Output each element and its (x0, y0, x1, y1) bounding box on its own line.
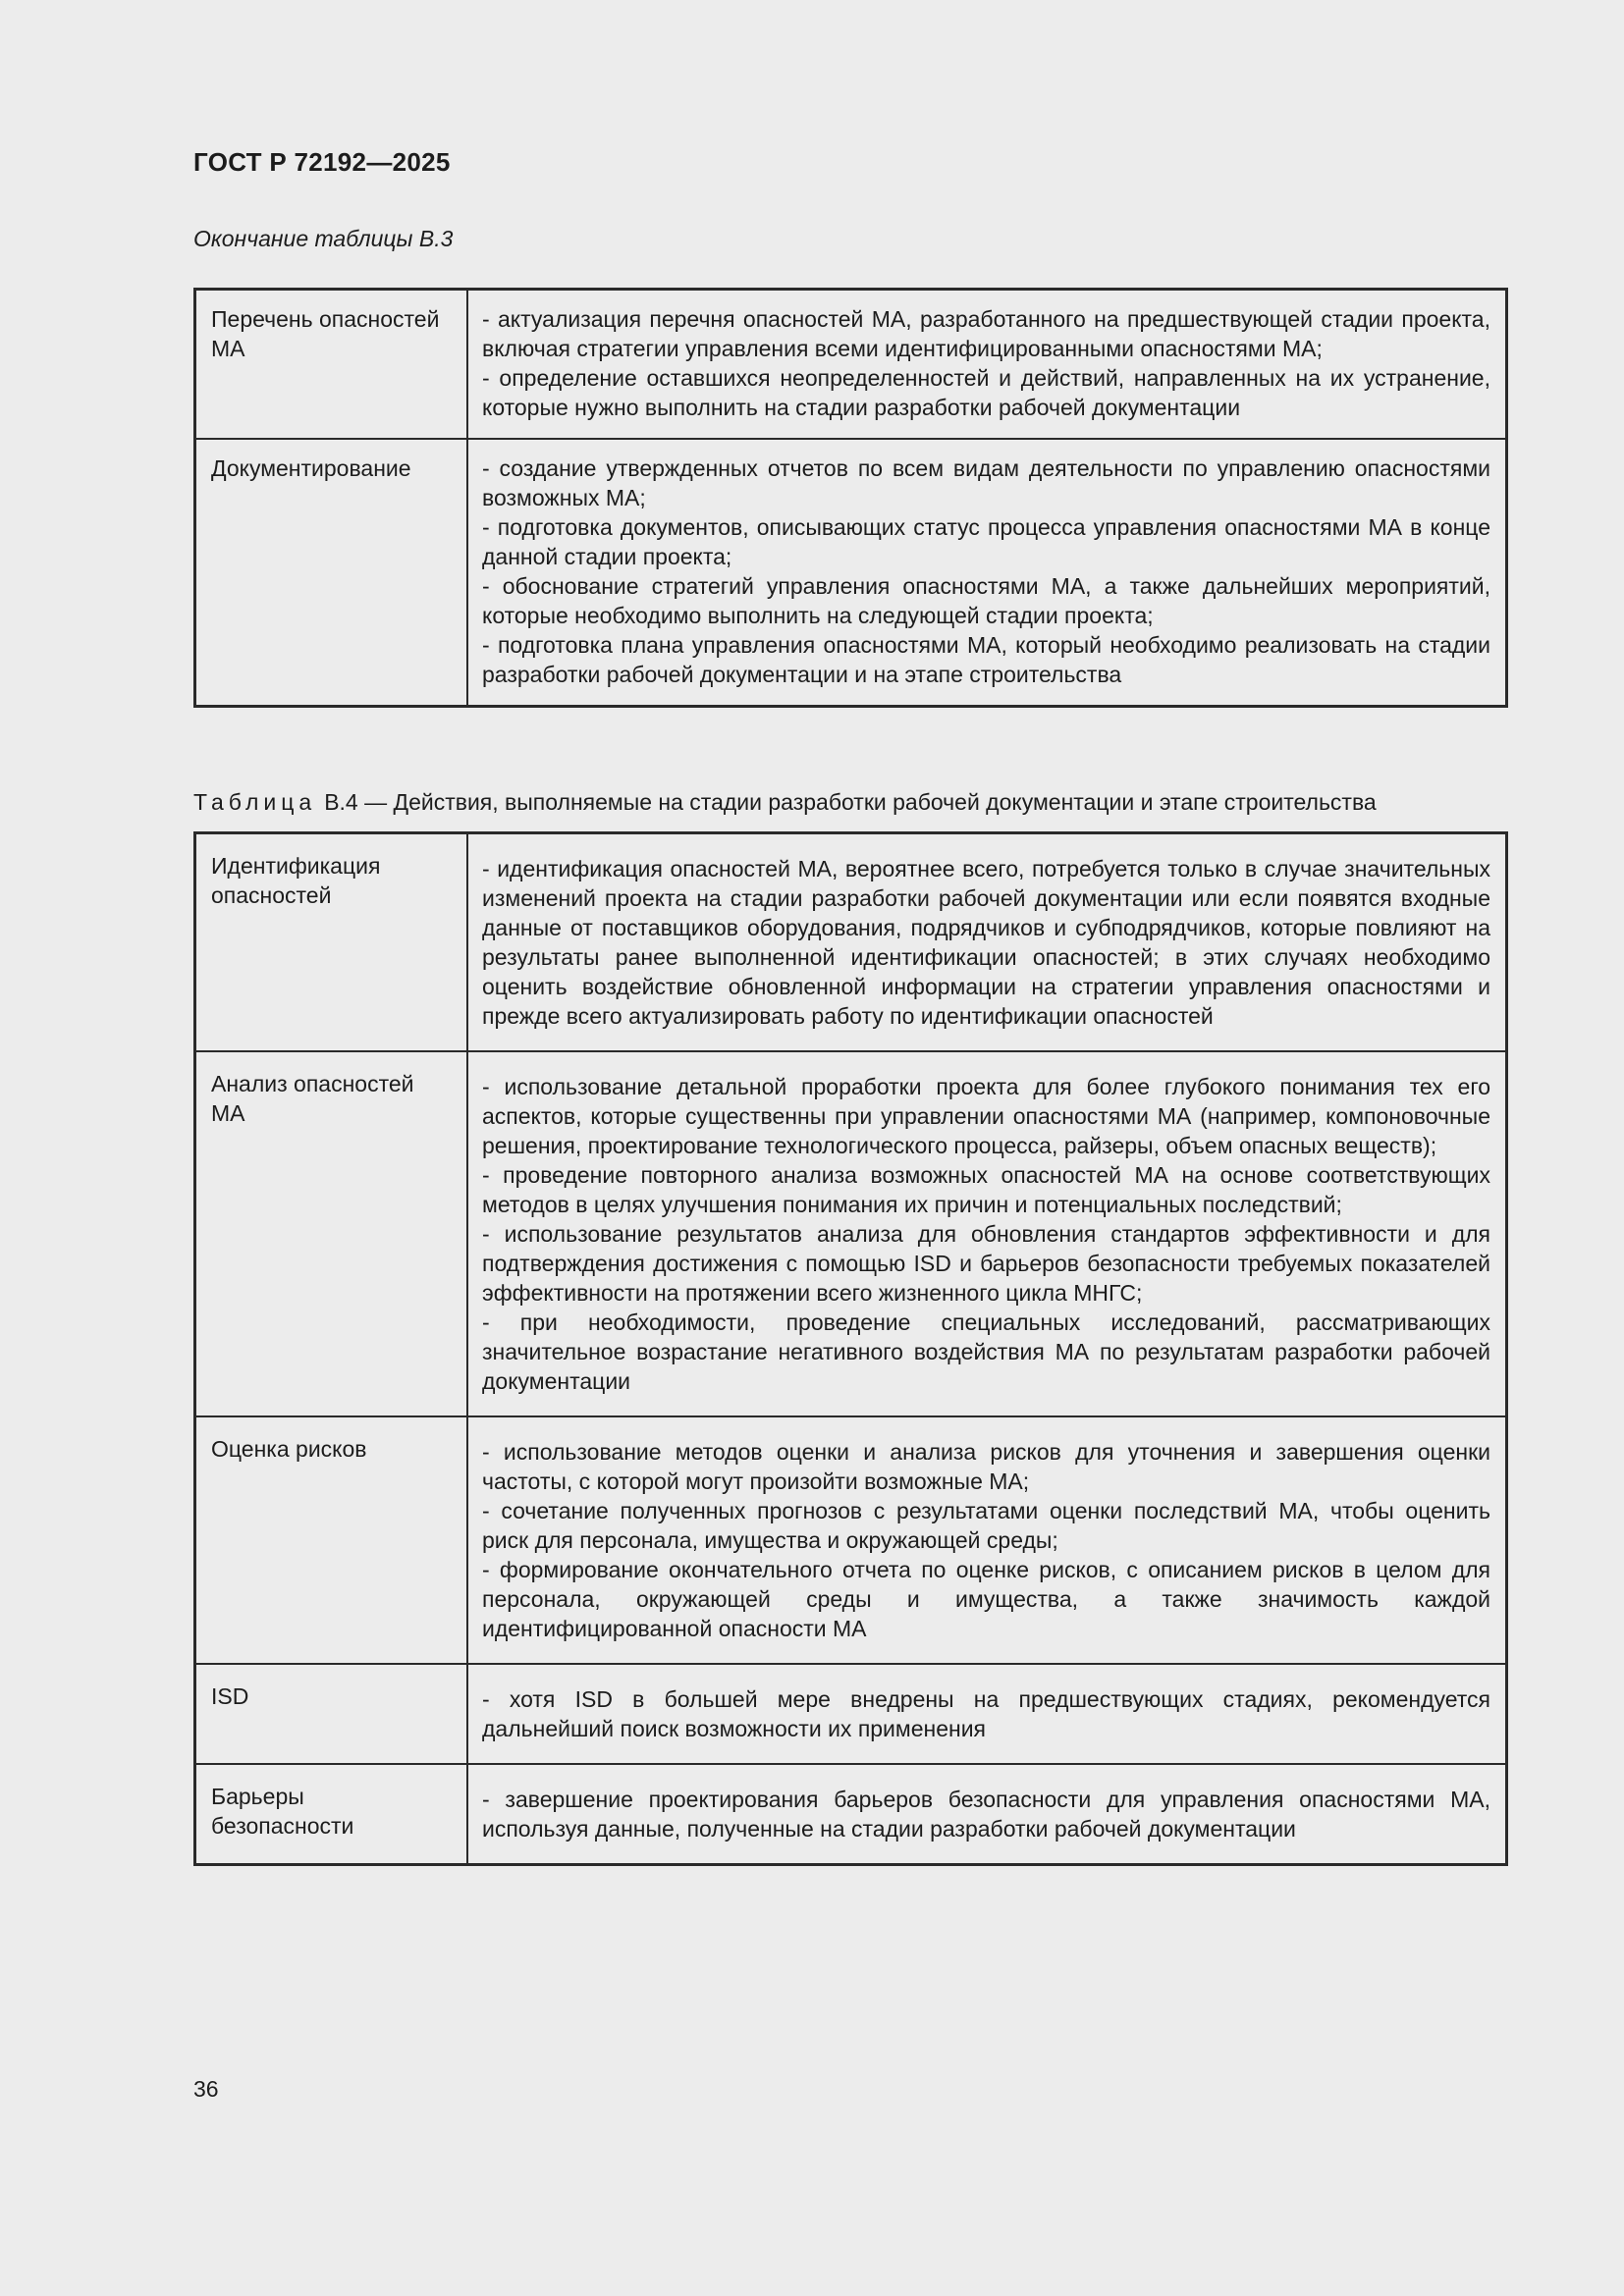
table-b4-caption (193, 789, 1377, 816)
row-content (467, 1416, 1507, 1664)
table-row (195, 1051, 1507, 1416)
table-b4 (193, 831, 1508, 1866)
list-item: - обоснование стратегий управления опасностями МА, а также дальнейших мероприятий, которые необходимо выполнить на следующей стадии проекта; (482, 573, 1490, 628)
document-id: ГОСТ Р 72192—2025 (193, 147, 451, 177)
table-continuation-caption: Окончание таблицы В.3 (193, 226, 454, 251)
row-label: Оценка рисков (195, 1416, 468, 1664)
table-row (195, 439, 1507, 707)
table-row (195, 833, 1507, 1052)
row-content (467, 1051, 1507, 1416)
list-item: - использование методов оценки и анализа рисков для уточнения и завершения оценки частоты, с которой могут произойти возможные МА; (482, 1439, 1490, 1494)
list-item: - использование результатов анализа для обновления стандартов эффективности и для подтверждения достижения с помощью ISD и барьеров безопасности требуемых показателей эффективности на протяжении всего жизненного цикла МНГС; (482, 1221, 1490, 1306)
list-item: - использование детальной проработки проекта для более глубокого понимания тех его аспектов, которые существенны при управлении опасностями МА (например, компоновочные решения, проектирование технологического процесса, райзеры, объем опасных веществ); (482, 1074, 1490, 1158)
list-item: - идентификация опасностей МА, вероятнее всего, потребуется только в случае значительных изменений проекта на стадии разработки рабочей документации или если появятся входные данные от поставщиков оборудования, подрядчиков и субподрядчиков, которые повлияют на результаты ранее выполненной идентификации опасностей; в этих случаях необходимо оценить воздействие обновленной информации на стратегии управления опасностями и прежде всего актуализировать работу по идентификации опасностей (482, 856, 1490, 1029)
row-label: ISD (195, 1664, 468, 1764)
list-item: - завершение проектирования барьеров безопасности для управления опасностями МА, используя данные, полученные на стадии разработки рабочей документации (482, 1787, 1490, 1842)
list-item: - подготовка документов, описывающих статус процесса управления опасностями МА в конце данной стадии проекта; (482, 514, 1490, 569)
list-item: - определение оставшихся неопределенностей и действий, направленных на их устранение, которые нужно выполнить на стадии разработки рабочей документации (482, 365, 1490, 420)
table-b3 (193, 288, 1508, 708)
caption-word: Таблица (193, 789, 317, 815)
list-item: - актуализация перечня опасностей МА, разработанного на предшествующей стадии проекта, включая стратегии управления всеми идентифицированными опасностями МА; (482, 306, 1490, 361)
row-content (467, 439, 1507, 707)
row-label: Идентификация опасностей (195, 833, 468, 1052)
row-content (467, 1764, 1507, 1865)
list-item: - при необходимости, проведение специальных исследований, рассматривающих значительное возрастание негативного воздействия МА по результатам разработки рабочей документации (482, 1309, 1490, 1394)
list-item: - сочетание полученных прогнозов с результатами оценки последствий МА, чтобы оценить риск для персонала, имущества и окружающей среды; (482, 1498, 1490, 1553)
row-content (467, 290, 1507, 440)
table-row (195, 290, 1507, 440)
row-label: Документирование (195, 439, 468, 707)
list-item: - создание утвержденных отчетов по всем видам деятельности по управлению опасностями возможных МА; (482, 455, 1490, 510)
list-item: - подготовка плана управления опасностями МА, который необходимо реализовать на стадии разработки рабочей документации и на этапе строительства (482, 632, 1490, 687)
row-content (467, 833, 1507, 1052)
row-label: Анализ опасностей МА (195, 1051, 468, 1416)
row-label: Перечень опасностей МА (195, 290, 468, 440)
page-number: 36 (193, 2076, 219, 2102)
list-item: - хотя ISD в большей мере внедрены на предшествующих стадиях, рекомендуется дальнейший поиск возможности их применения (482, 1686, 1490, 1741)
list-item: - формирование окончательного отчета по оценке рисков, с описанием рисков в целом для персонала, окружающей среды и имущества, а также значимость каждой идентифицированной опасности МА (482, 1557, 1490, 1641)
table-row (195, 1664, 1507, 1764)
table-row (195, 1416, 1507, 1664)
caption-title: В.4 — Действия, выполняемые на стадии разработки рабочей документации и этапе строительства (324, 789, 1377, 815)
list-item: - проведение повторного анализа возможных опасностей МА на основе соответствующих методов в целях улучшения понимания их причин и потенциальных последствий; (482, 1162, 1490, 1217)
row-label: Барьеры безопасности (195, 1764, 468, 1865)
table-row (195, 1764, 1507, 1865)
row-content (467, 1664, 1507, 1764)
